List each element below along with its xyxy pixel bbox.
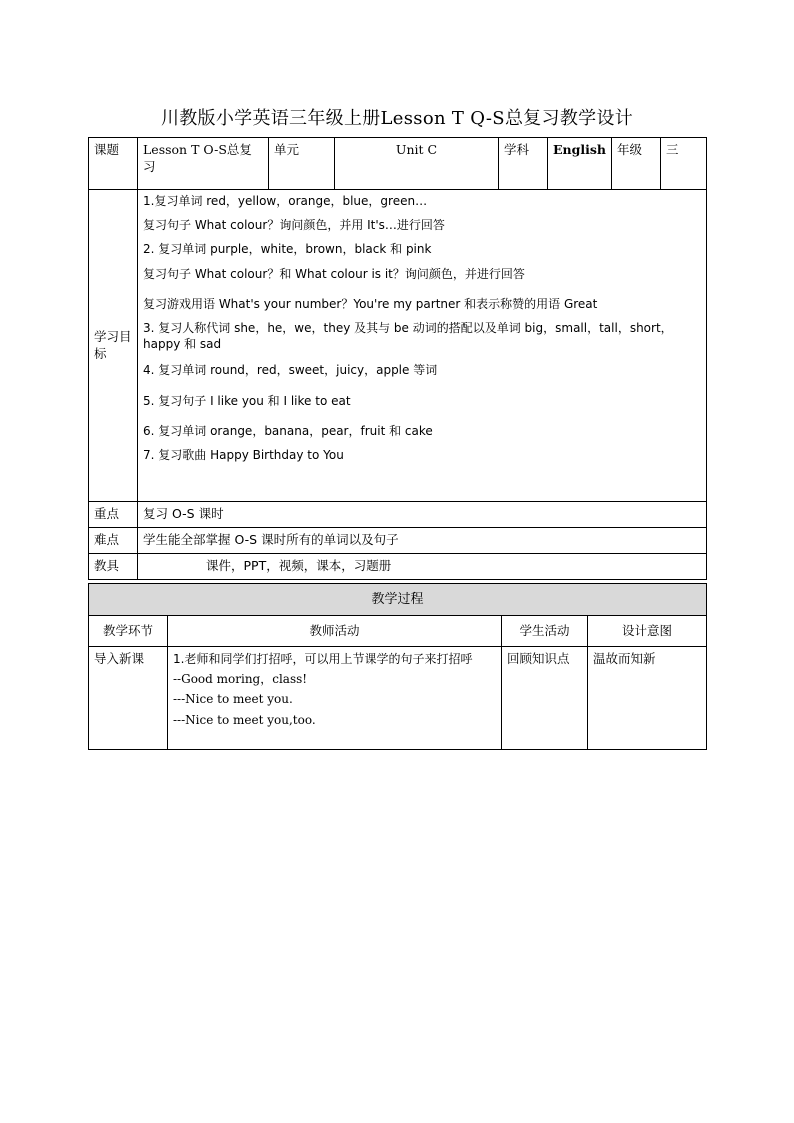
column-header: 设计意图 [588,616,707,647]
goal-line: 复习游戏用语 What's your number？You're my partner 和表示称赞的用语 Great [143,296,598,311]
difficulty-label: 难点 [89,528,138,554]
difficulty-value: 学生能全部掌握 O-S 课时所有的单词以及句子 [138,528,707,554]
grade-value: 三 [661,138,707,190]
topic-label: 课题 [89,138,138,190]
grade-label: 年级 [612,138,661,190]
goal-line: 7. 复习歌曲 Happy Birthday to You [143,447,344,462]
teacher-line: ---Nice to meet you. [173,692,293,707]
materials-label: 教具 [89,554,138,580]
teacher-line: 1.老师和同学们打招呼，可以用上节课学的句子来打招呼 [173,652,473,666]
key-point-label: 重点 [89,502,138,528]
teacher-line: ---Nice to meet you,too. [173,712,316,727]
goals-content [138,190,707,502]
column-header: 教学环节 [89,616,168,647]
stage-cell: 导入新课 [89,647,168,750]
materials-value: 课件，PPT，视频，课本，习题册 [138,554,707,580]
document-title: 川教版小学英语三年级上册Lesson T Q-S总复习教学设计 [160,108,634,129]
column-header: 教师活动 [168,616,502,647]
goal-line: 2. 复习单词 purple，white，brown，black 和 pink [143,242,432,257]
column-header: 学生活动 [502,616,588,647]
student-activity-cell: 回顾知识点 [502,647,588,750]
subject-value: English [548,138,612,190]
design-intent-cell: 温故而知新 [588,647,707,750]
teaching-process-table [88,583,707,750]
goal-line: 复习句子 What colour？和 What colour is it？询问颜色，并进行回答 [143,266,525,281]
table-row [89,647,707,750]
goal-line: 4. 复习单词 round，red，sweet，juicy，apple 等词 [143,363,438,378]
goal-line: 3. 复习人称代词 she，he，we，they 及其与 be 动词的搭配以及单词 big，small，tall，short，happy 和 sad [143,320,673,352]
process-heading: 教学过程 [89,584,707,616]
goals-label: 学习目标 [89,190,138,502]
lesson-info-table [88,137,707,580]
unit-value: Unit C [335,138,499,190]
topic-value: Lesson T O-S总复习 [138,138,269,190]
goal-line: 复习句子 What colour？询问颜色，并用 It's…进行回答 [143,218,445,233]
subject-label: 学科 [499,138,548,190]
key-point-value: 复习 O-S 课时 [138,502,707,528]
unit-label: 单元 [269,138,335,190]
goal-line: 1.复习单词 red，yellow，orange，blue，green… [143,194,428,208]
goal-line: 5. 复习句子 I like you 和 I like to eat [143,393,351,408]
teacher-line: --Good moring，class! [173,672,308,687]
teacher-activity-cell [168,647,502,750]
goal-line: 6. 复习单词 orange，banana，pear，fruit 和 cake [143,423,433,438]
